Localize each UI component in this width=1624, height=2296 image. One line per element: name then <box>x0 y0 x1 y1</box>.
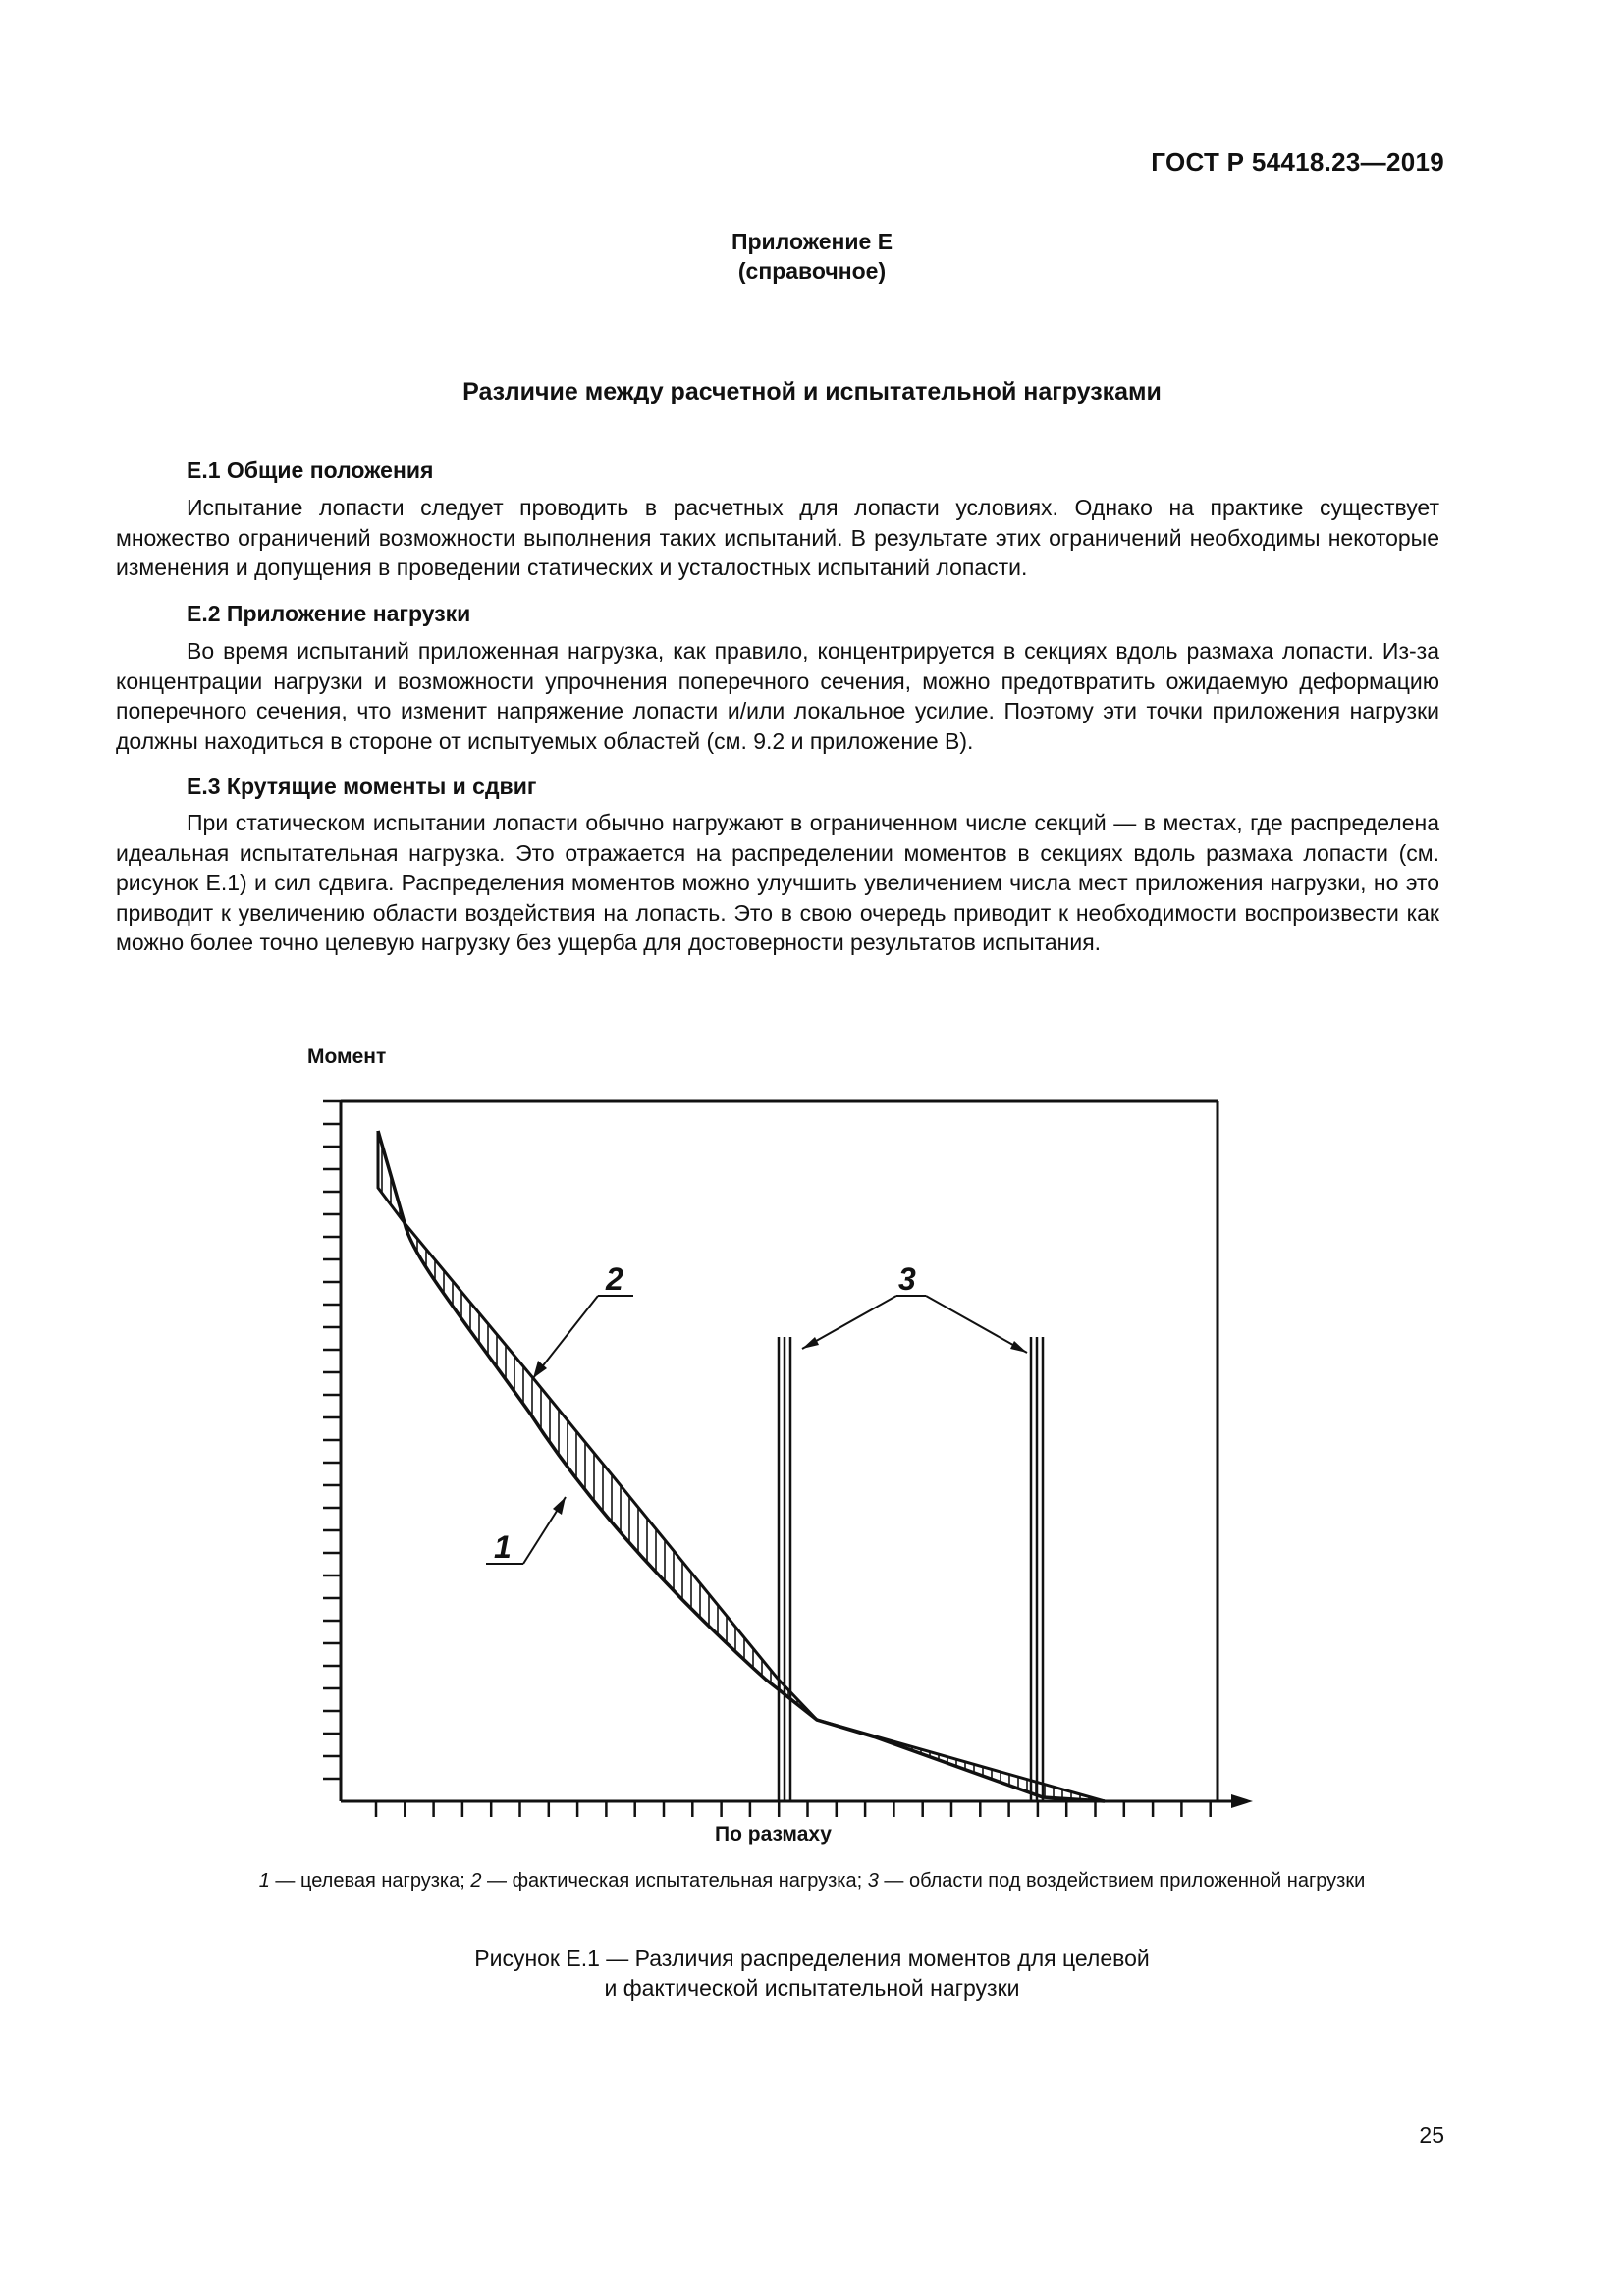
key-text-3: — области под воздействием приложенной нагрузки <box>878 1870 1366 1892</box>
annex-kind: (справочное) <box>737 258 887 284</box>
x-axis-label: По размаху <box>715 1823 832 1845</box>
callout-1-label: 1 <box>494 1529 512 1565</box>
figure-title-line-2: и фактической испытательной нагрузки <box>604 1975 1020 2001</box>
annex-title: Приложение Е <box>731 229 893 254</box>
section-text-e3: При статическом испытании лопасти обычно нагружают в ограниченном числе секций — в местах, где распределена идеальная испытательная нагрузка. Это отражается на распределении моментов в секциях вдоль размаха лопасти (см. рисунок Е.1) и сил сдвига. Распределения моментов можно улучшить увеличением числа мест приложения нагрузки, но это приводит к увеличению области воздействия на лопасть. Это в свою очередь приводит к необходимости воспроизвести как можно более точно целевую нагрузку без ущерба для достоверности результатов испытания. <box>116 810 1439 955</box>
page-number: 25 <box>1419 2122 1444 2148</box>
section-heading-e1: Е.1 Общие положения <box>187 457 434 483</box>
difference-hatched-area <box>378 1131 1105 1801</box>
figure-title-line-1: Рисунок Е.1 — Различия распределения моментов для целевой <box>474 1946 1150 1971</box>
load-application-zone-left <box>779 1337 790 1801</box>
figure-key <box>0 1870 1624 1893</box>
callout-2-label: 2 <box>606 1261 623 1297</box>
section-heading-e3: Е.3 Крутящие моменты и сдвиг <box>187 774 537 799</box>
section-text-e1: Испытание лопасти следует проводить в расчетных для лопасти условиях. Однако на практике существует множество ограничений возможности выполнения таких испытаний. В результате этих ограничений необходимы некоторые изменения и допущения в проведении статических и усталостных испытаний лопасти. <box>116 495 1439 580</box>
load-application-zone-right <box>1031 1337 1043 1801</box>
callout-3-arrowhead-left <box>802 1337 819 1349</box>
standard-code: ГОСТ Р 54418.23—2019 <box>1151 147 1444 177</box>
section-heading-e2: Е.2 Приложение нагрузки <box>187 601 471 626</box>
annex-main-title: Различие между расчетной и испытательной нагрузками <box>462 378 1162 405</box>
x-axis-ticks <box>376 1801 1211 1817</box>
y-axis-label: Момент <box>307 1045 387 1068</box>
actual-test-load-curve <box>378 1131 1105 1801</box>
moment-distribution-figure <box>295 1026 1267 1855</box>
callout-2-leader <box>533 1296 633 1378</box>
key-text-2: — фактическая испытательная нагрузка; <box>481 1870 868 1892</box>
section-text-e2: Во время испытаний приложенная нагрузка, как правило, концентрируется в секциях вдоль размаха лопасти. Из-за концентрации нагрузки и возможности упрочнения поперечного сечения, можно предотвратить ожидаемую деформацию поперечного сечения, что изменит напряжение лопасти и/или локальное усилие. Поэтому эти точки приложения нагрузки должны находиться в стороне от испытуемых областей (см. 9.2 и приложение В). <box>116 638 1439 754</box>
key-num-1: 1 <box>258 1870 270 1892</box>
target-load-curve <box>378 1131 1105 1801</box>
callout-3-label: 3 <box>898 1261 916 1297</box>
y-axis-ticks <box>323 1101 341 1779</box>
key-text-1: — целевая нагрузка; <box>269 1870 471 1892</box>
key-num-3: 3 <box>867 1870 879 1892</box>
callout-1-arrowhead <box>553 1497 566 1515</box>
key-num-2: 2 <box>470 1870 482 1892</box>
callout-3-arrowhead-right <box>1010 1341 1027 1353</box>
callout-3-leader <box>802 1296 1027 1353</box>
